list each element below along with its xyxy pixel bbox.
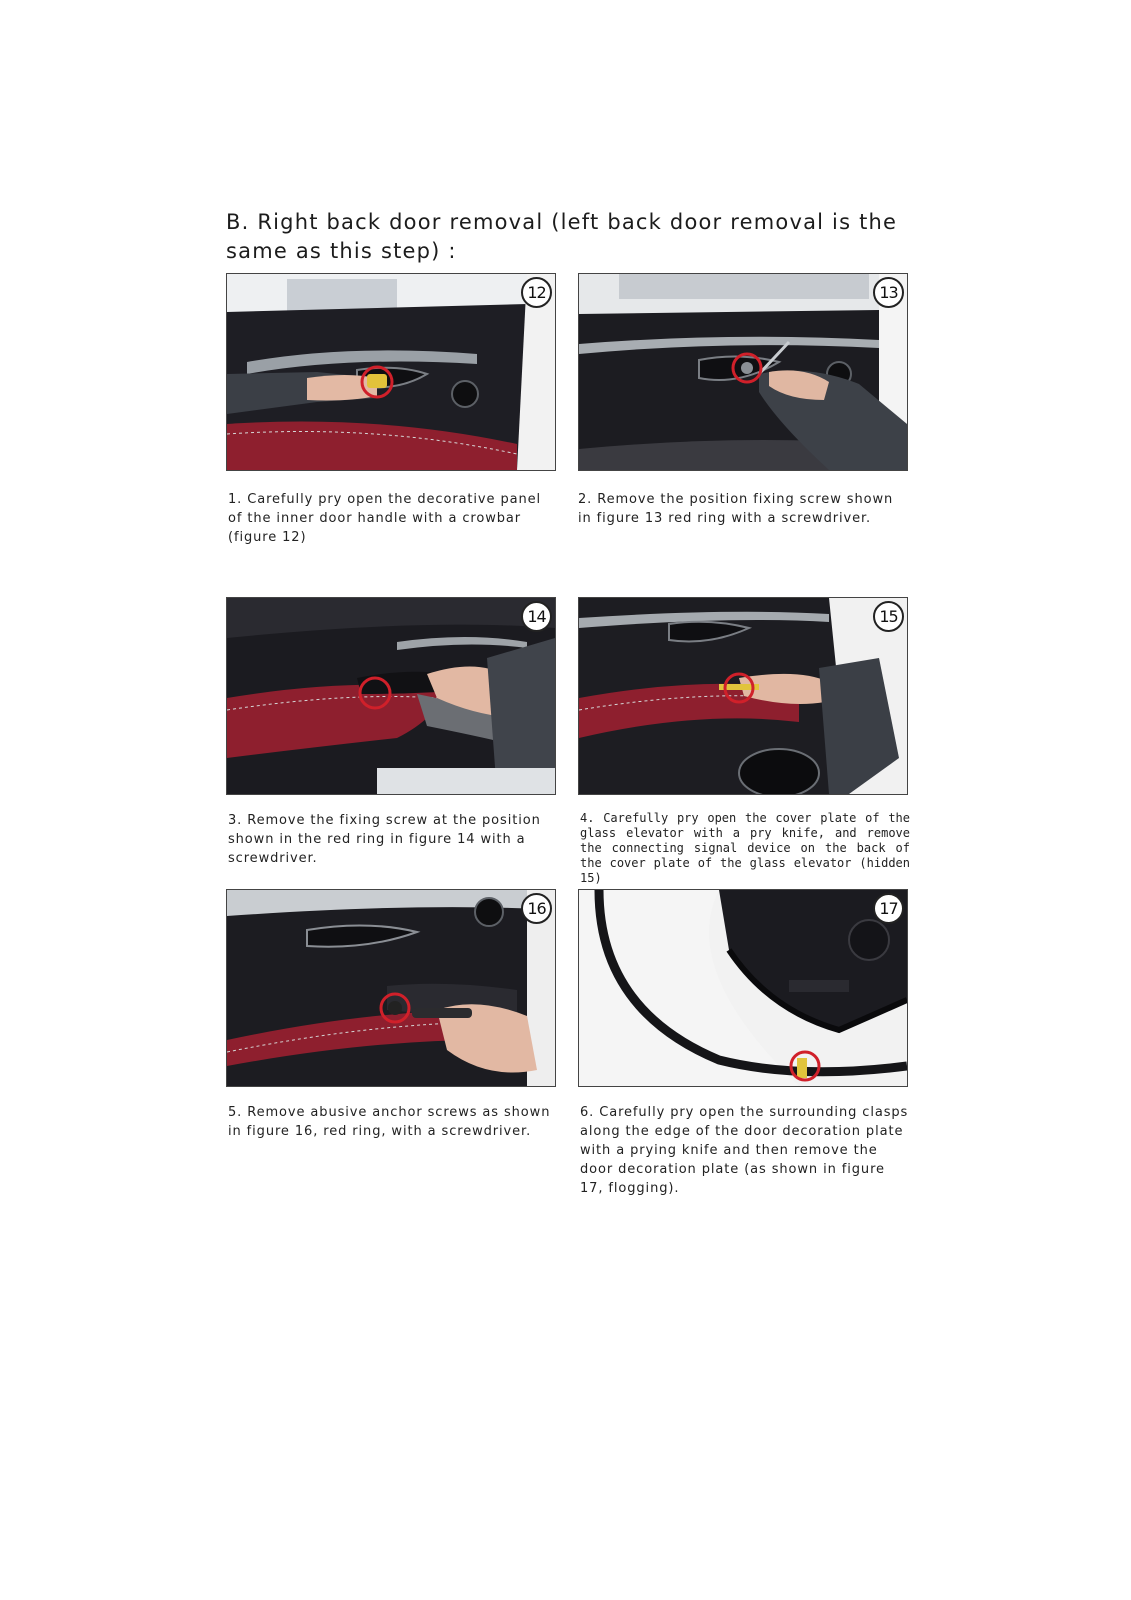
step-4-caption: 4. Carefully pry open the cover plate of the glass elevator with a pry knife, and remove the connecting signal device on the back of the cover plate of the glass elevator (hidden 15)	[580, 811, 910, 885]
step-1-caption: 1. Carefully pry open the decorative panel of the inner door handle with a crowbar (figure 12)	[228, 492, 542, 545]
step-3-caption: 3. Remove the fixing screw at the position shown in the red ring in figure 14 with a screwdriver.	[228, 813, 541, 866]
figure-number-badge: 12	[521, 277, 552, 308]
section-heading	[226, 208, 906, 266]
figure-16-photo	[226, 889, 556, 1087]
heading-line-2: same as this step) :	[226, 239, 457, 263]
figure-13-photo	[578, 273, 908, 471]
figure-number-badge: 16	[521, 893, 552, 924]
figure-number-badge: 17	[873, 893, 904, 924]
step-5-caption: 5. Remove abusive anchor screws as shown in figure 16, red ring, with a screwdriver.	[228, 1105, 551, 1139]
step-2-caption: 2. Remove the position fixing screw shown in figure 13 red ring with a screwdriver.	[578, 492, 894, 526]
heading-line-1: B. Right back door removal (left back door removal is the	[226, 210, 898, 234]
figure-number-badge: 15	[873, 601, 904, 632]
figure-12-photo	[226, 273, 556, 471]
step-6-caption: 6. Carefully pry open the surrounding clasps along the edge of the door decoration plate with a prying knife and then remove the door decoration plate (as shown in figure 17, flogging).	[580, 1105, 909, 1196]
figure-15-photo	[578, 597, 908, 795]
figure-14-photo	[226, 597, 556, 795]
figure-17-photo	[578, 889, 908, 1087]
figure-number-badge: 14	[521, 601, 552, 632]
figure-number-badge: 13	[873, 277, 904, 308]
